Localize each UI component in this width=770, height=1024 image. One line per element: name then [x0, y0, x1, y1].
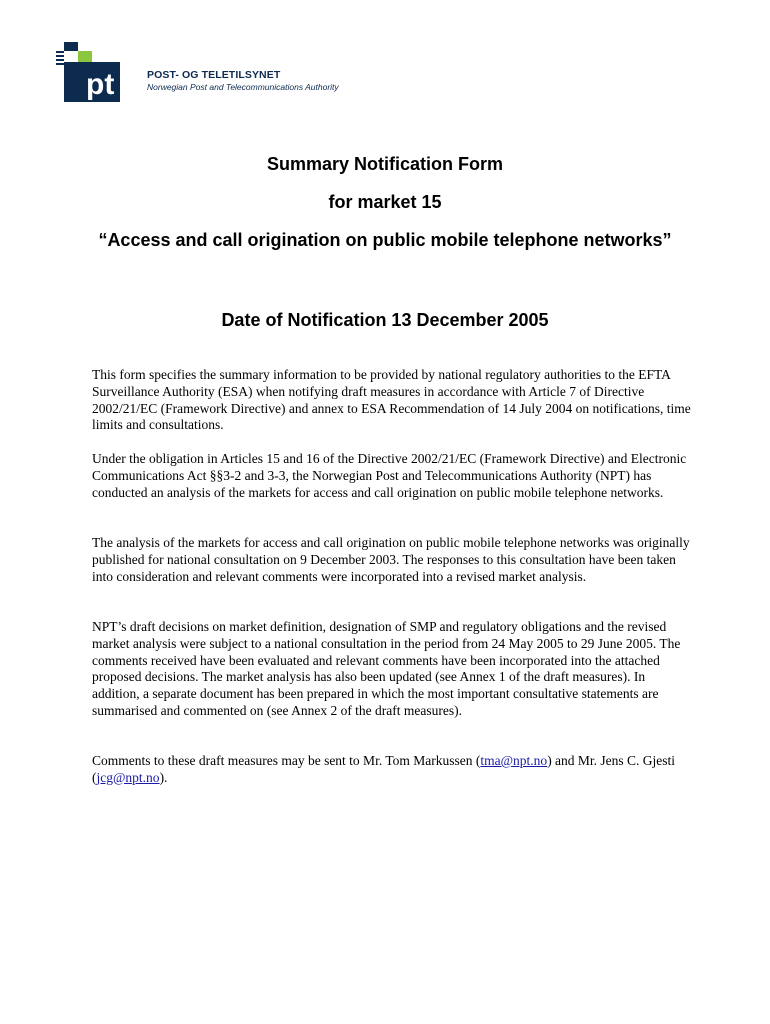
notification-date: Date of Notification 13 December 2005 — [221, 310, 549, 330]
paragraph-text: Under the obligation in Articles 15 and 16 of the Directive 2002/21/EC (Framework Directive) and Electronic Communications Act §§3-2 and 3-3, the Norwegian Post and Telecommunications Authority (NPT) has conducted an analysis of the markets for access and call origination on public mobile telephone networks. — [92, 451, 687, 500]
paragraph-draft-decisions — [92, 619, 692, 720]
email-link-gjesti[interactable]: jcg@npt.no — [96, 769, 160, 785]
market-name: “Access and call origination on public mobile telephone networks” — [98, 230, 672, 250]
paragraph-consultation-history — [92, 535, 692, 585]
contact-text — [92, 753, 692, 787]
npt-logo-icon — [56, 42, 126, 106]
form-title: Summary Notification Form — [266, 154, 504, 174]
contact-text-middle: ) and Mr. Jens C. Gjesti ( — [92, 753, 676, 785]
paragraph-contact — [92, 753, 692, 787]
paragraph-text: The analysis of the markets for access and call origination on public mobile telephone networks was originally published for national consultation on 9 December 2003. The responses to this consultation have been taken into consideration and relevant comments were incorporated into a revised market analysis. — [92, 535, 690, 584]
organization-name: POST- OG TELETILSYNET — [147, 69, 281, 81]
organization-subtitle: Norwegian Post and Telecommunications Authority — [147, 81, 339, 92]
organization-name-block — [147, 70, 339, 91]
contact-text-before: Comments to these draft measures may be sent to Mr. Tom Markussen ( — [92, 753, 481, 768]
contact-text-after: ). — [159, 769, 168, 785]
paragraph-text: NPT’s draft decisions on market definition, designation of SMP and regulatory obligations and the revised market analysis were subject to a national consultation in the period from 24 May 2005 to 29 June 2005. The comments received have been evaluated and relevant comments have been incorporated into the attached proposed decisions. The market analysis has also been updated (see Annex 1 of the draft measures). In addition, a separate document has been prepared in which the most important consultative statements are summarised and commented on (see Annex 2 of the draft measures). — [92, 619, 681, 718]
logo-text: pt — [86, 68, 115, 101]
paragraph-obligation — [92, 451, 692, 501]
market-label: for market 15 — [328, 192, 442, 212]
email-link-markussen[interactable]: tma@npt.no — [480, 753, 548, 768]
paragraph-text: This form specifies the summary information to be provided by national regulatory authorities to the EFTA Surveillance Authority (ESA) when notifying draft measures in accordance with Article 7 of Directive 2002/21/EC (Framework Directive) and annex to ESA Recommendation of 14 July 2004 on notifications, time limits and consultations. — [92, 367, 691, 433]
paragraph-form-purpose — [92, 367, 692, 434]
npt-logo — [56, 42, 126, 106]
